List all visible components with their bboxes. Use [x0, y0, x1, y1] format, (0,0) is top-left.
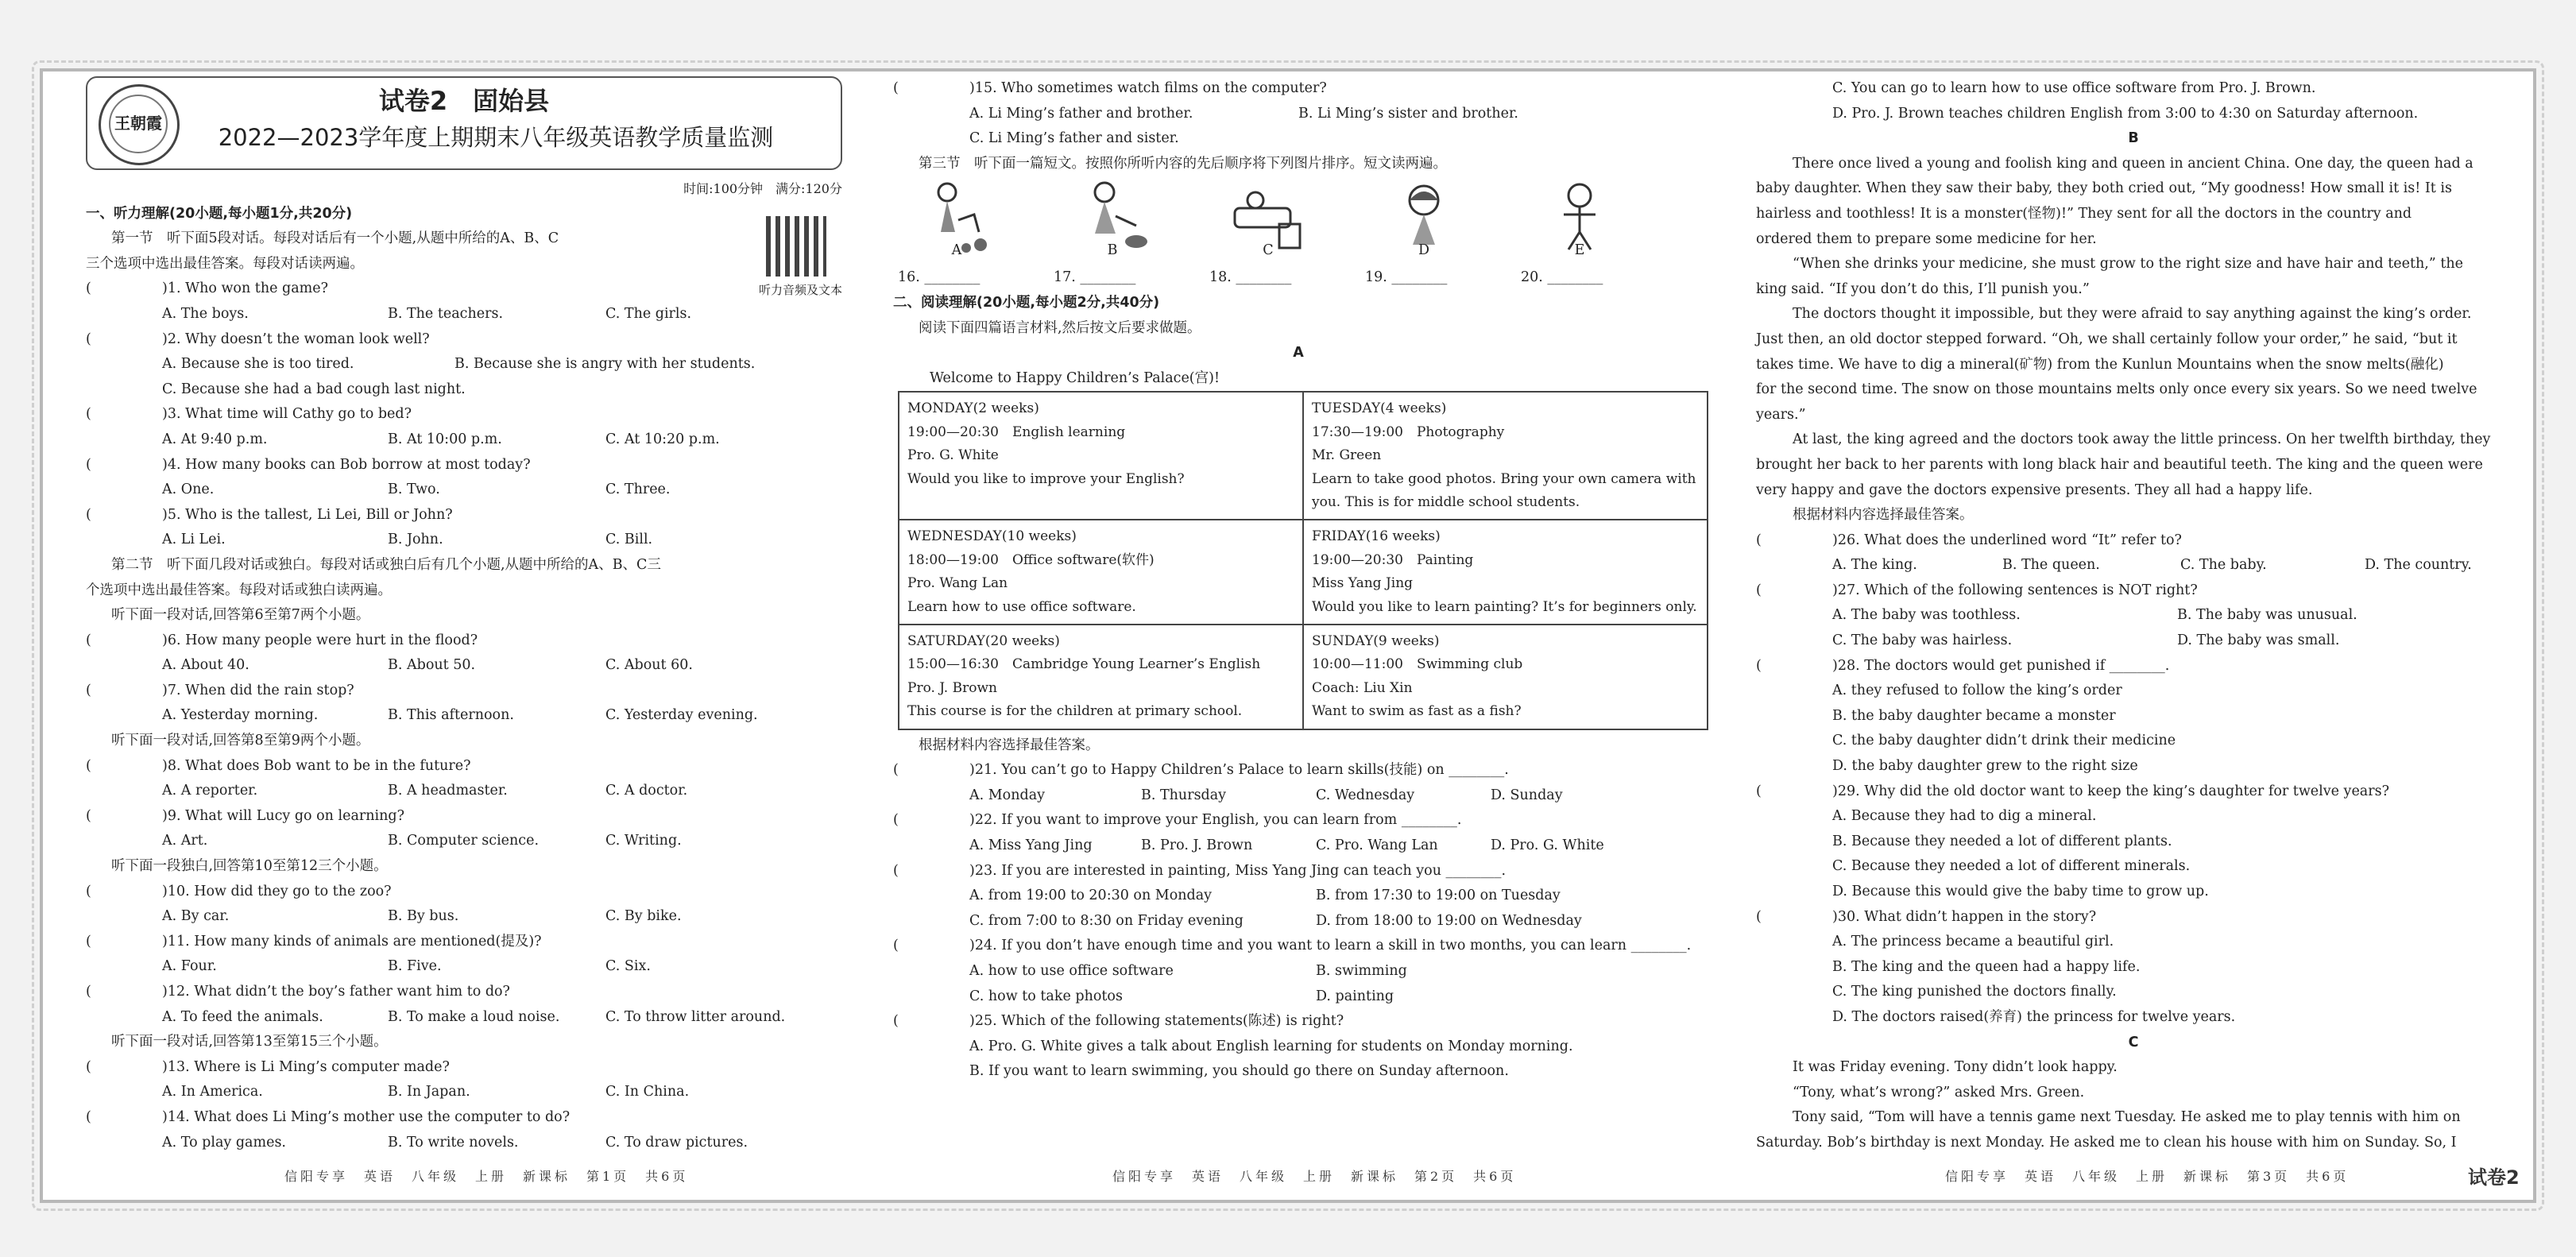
answer-option[interactable]: B. To make a loud noise.	[388, 1008, 560, 1025]
answer-option[interactable]: A. To play games.	[162, 1134, 286, 1151]
question-line	[86, 980, 842, 1005]
passage-c-text	[1756, 1055, 2511, 1155]
note-13-15: 听下面一段对话,回答第13至第15三个小题。	[111, 1034, 388, 1050]
answer-option[interactable]: B. The king and the queen had a happy life.	[1832, 958, 2141, 975]
answer-option[interactable]: C. To throw litter around.	[605, 1008, 786, 1025]
answer-paren[interactable]: (	[1756, 532, 1762, 548]
picture-label-b: B	[1107, 242, 1118, 259]
answer-paren[interactable]: (	[893, 762, 899, 779]
answer-option[interactable]: A. About 40.	[162, 657, 249, 674]
blank-17[interactable]: 17. ________	[1054, 269, 1136, 286]
passage-line: Just then, an old doctor stepped forward. “Oh, we shall certainly follow your order,” he said, “but it	[1756, 331, 2458, 347]
reading-section-title: 二、阅读理解(20小题,每小题2分,共40分)	[893, 294, 1160, 311]
answer-option[interactable]: A. Miss Yang Jing	[969, 837, 1093, 853]
answer-paren[interactable]: (	[893, 938, 899, 954]
answer-option[interactable]: A. Art.	[162, 833, 208, 849]
question-line	[86, 327, 842, 353]
answer-option[interactable]: C. In China.	[605, 1084, 690, 1100]
listening-section-title: 一、听力理解(20小题,每小题1分,共20分)	[86, 205, 353, 222]
answer-option[interactable]: A. One.	[162, 482, 215, 498]
answer-paren[interactable]: (	[86, 406, 91, 423]
answer-paren[interactable]: (	[86, 331, 91, 347]
question-line	[86, 679, 842, 704]
option-row	[86, 427, 842, 453]
option-row	[86, 528, 842, 553]
answer-option[interactable]: A. Li Lei.	[162, 532, 226, 548]
question-line	[86, 503, 842, 528]
answer-paren[interactable]: (	[1756, 783, 1762, 799]
answer-paren[interactable]: (	[893, 812, 899, 829]
question-text: )21. You can’t go to Happy Children’s Palace to learn skills(技能) on ________.	[969, 762, 1509, 779]
answer-option[interactable]: D. The country.	[2365, 557, 2472, 574]
option-row	[893, 959, 1704, 984]
answer-option[interactable]: A. how to use office software	[969, 962, 1174, 979]
question-line	[1756, 654, 2511, 679]
answer-option[interactable]: C. The girls.	[605, 305, 692, 322]
corner-label: 试卷2	[2468, 1166, 2520, 1189]
picture-label-c: C	[1263, 242, 1274, 259]
option-row	[893, 1035, 1704, 1060]
passage-line: for the second time. The snow on those mountains melts only once every six years. So we need twelve	[1756, 381, 2477, 398]
question-line	[893, 934, 1704, 959]
question-text: )13. Where is Li Ming’s computer made?	[162, 1058, 450, 1075]
question-line	[893, 1009, 1704, 1035]
answer-option[interactable]: A. The boys.	[162, 305, 249, 322]
question-15	[893, 76, 1704, 152]
question-line	[86, 277, 842, 302]
answer-paren[interactable]: (	[86, 456, 91, 473]
answer-paren[interactable]: (	[86, 1108, 91, 1125]
question-line	[86, 754, 842, 779]
questions-8-9	[86, 754, 842, 854]
passage-line: hairless and toothless! It is a monster(怪物)!” They sent for all the doctors in the country and	[1756, 205, 2412, 222]
answer-option[interactable]: C. The king punished the doctors finally.	[1832, 984, 2117, 1000]
answer-paren[interactable]: (	[893, 80, 899, 96]
passage-line: Tony said, “Tom will have a tennis game next Tuesday. He asked me to play tennis with him on	[1793, 1109, 2461, 1126]
option-row	[1756, 854, 2511, 880]
answer-option[interactable]: C. how to take photos	[969, 988, 1123, 1004]
answer-option[interactable]: C. Because she had a bad cough last night.	[162, 381, 466, 397]
passage-line: “When she drinks your medicine, she must grow to the right size and have hair and teeth,” the	[1793, 256, 2463, 273]
option-row	[1756, 980, 2511, 1005]
option-row	[1756, 704, 2511, 729]
answer-option[interactable]: C. the baby daughter didn’t drink their medicine	[1832, 733, 2176, 749]
blank-20[interactable]: 20. ________	[1521, 269, 1603, 286]
answer-option[interactable]: A. Yesterday morning.	[162, 707, 319, 724]
answer-option[interactable]: D. painting	[1316, 988, 1394, 1004]
column-3	[1756, 76, 2511, 1156]
answer-paren[interactable]: (	[1756, 908, 1762, 925]
answer-option[interactable]: A. At 9:40 p.m.	[162, 431, 268, 447]
qr-label: 听力音频及文本	[758, 283, 842, 297]
answer-option[interactable]: D. the baby daughter grew to the right size	[1832, 758, 2138, 775]
answer-option[interactable]: B. At 10:00 p.m.	[388, 431, 502, 447]
option-row	[86, 1080, 842, 1105]
passage-line: brought her back to her parents with long black hair and beautiful teeth. The king and the queen were	[1756, 456, 2483, 473]
option-row	[893, 102, 1704, 127]
question-text: )2. Why doesn’t the woman look well?	[162, 331, 430, 347]
question-text: )29. Why did the old doctor want to keep the king’s daughter for twelve years?	[1832, 783, 2389, 799]
option-row	[86, 1131, 842, 1156]
answer-option[interactable]: B. This afternoon.	[388, 707, 514, 724]
answer-option[interactable]: C. Six.	[605, 958, 651, 975]
question-line	[86, 402, 842, 427]
answer-paren[interactable]: (	[86, 933, 91, 950]
questions-10-12	[86, 880, 842, 1031]
answer-option[interactable]: C. At 10:20 p.m.	[605, 431, 720, 447]
questions-21-25	[893, 758, 1704, 1085]
question-text: )7. When did the rain stop?	[162, 682, 354, 698]
schedule-row	[899, 392, 1708, 520]
passage-line: very happy and gave the doctors expensive presents. They all had a happy life.	[1756, 482, 2313, 498]
answer-option[interactable]: C. The baby was hairless.	[1832, 632, 2013, 649]
answer-paren[interactable]: (	[893, 862, 899, 879]
option-row	[86, 478, 842, 503]
question-line	[86, 880, 842, 905]
answer-paren[interactable]: (	[86, 1058, 91, 1075]
answer-option[interactable]: C. Wednesday	[1316, 787, 1415, 803]
question-text: )4. How many books can Bob borrow at most today?	[162, 456, 531, 473]
question-text: )6. How many people were hurt in the flood?	[162, 632, 478, 648]
answer-option[interactable]: B. Thursday	[1141, 787, 1227, 803]
passage-line: It was Friday evening. Tony didn’t look happy.	[1793, 1059, 2118, 1076]
answer-option[interactable]: C. Because they needed a lot of different minerals.	[1832, 858, 2191, 875]
answer-option[interactable]: B. To write novels.	[388, 1134, 519, 1151]
option-row	[86, 904, 842, 930]
option-row	[1756, 679, 2511, 704]
question-text: )22. If you want to improve your English, you can learn from ________.	[969, 812, 1462, 829]
answer-option[interactable]: B. In Japan.	[388, 1084, 470, 1100]
answer-option[interactable]: C. By bike.	[605, 908, 682, 925]
questions-26-30	[1756, 528, 2511, 1031]
option-row	[893, 783, 1704, 809]
answer-paren[interactable]: (	[86, 984, 91, 1000]
exam-meta: 时间:100分钟 满分:120分	[683, 181, 842, 196]
answer-option[interactable]: B. The queen.	[2002, 557, 2100, 574]
questions-13-14	[86, 1055, 842, 1155]
passage-c-label: C	[2128, 1034, 2139, 1050]
option-row	[893, 884, 1704, 909]
answer-option[interactable]: A. Because they had to dig a mineral.	[1832, 808, 2097, 825]
option-row	[1756, 955, 2511, 980]
option-row	[86, 1005, 842, 1031]
answer-option[interactable]: C. The baby.	[2180, 557, 2267, 574]
picture-row	[893, 176, 1704, 265]
schedule-row	[899, 520, 1708, 625]
option-row	[1756, 1005, 2511, 1031]
question-line	[86, 1055, 842, 1081]
question-text: )23. If you are interested in painting, Miss Yang Jing can teach you ________.	[969, 862, 1507, 879]
question-text: )28. The doctors would get punished if ________.	[1832, 657, 2170, 674]
answer-paren[interactable]: (	[86, 506, 91, 523]
option-row	[86, 302, 842, 327]
answer-option[interactable]: A. they refused to follow the king’s order	[1832, 683, 2122, 699]
question-text: )10. How did they go to the zoo?	[162, 883, 392, 899]
question-text: )11. How many kinds of animals are mentioned(提及)?	[162, 933, 542, 950]
answer-option[interactable]: C. Yesterday evening.	[605, 707, 758, 724]
passage-line: years.”	[1756, 406, 1806, 423]
answer-option[interactable]: B. the baby daughter became a monster	[1832, 707, 2116, 724]
questions-1-5	[86, 277, 842, 553]
option-row	[1756, 754, 2511, 779]
passage-line: ordered them to prepare some medicine for her.	[1756, 230, 2097, 247]
option-row	[86, 352, 842, 377]
question-text: )24. If you don’t have enough time and you want to learn a skill in two months, you can learn ________.	[969, 938, 1692, 954]
answer-option[interactable]: C. A doctor.	[605, 783, 688, 799]
option-row	[893, 984, 1704, 1010]
answer-paren[interactable]: (	[86, 807, 91, 824]
answer-option[interactable]: B. Because she is angry with her students.	[454, 356, 756, 373]
picture-label-e: E	[1574, 242, 1585, 259]
passage-a-label: A	[1293, 345, 1304, 362]
question-25-continued	[1756, 76, 2511, 126]
question-line	[86, 453, 842, 478]
footer-page-1: 信阳专享 英语 八年级 上册 新课标 第1页 共6页	[284, 1169, 689, 1184]
answer-option[interactable]: C. from 7:00 to 8:30 on Friday evening	[969, 912, 1244, 929]
answer-blanks-16-20	[893, 265, 1704, 291]
answer-option[interactable]: B. John.	[388, 532, 443, 548]
footer-page-2: 信阳专享 英语 八年级 上册 新课标 第2页 共6页	[1112, 1169, 1517, 1184]
note-6-7: 听下面一段对话,回答第6至第7两个小题。	[111, 607, 370, 624]
column-2	[893, 76, 1704, 1085]
schedule-cell-wednesday: WEDNESDAY(10 weeks) 18:00—19:00 Office software(软件) Pro. Wang Lan Learn how to use office software.	[899, 520, 1303, 625]
question-text: )9. What will Lucy go on learning?	[162, 807, 404, 824]
answer-option[interactable]: A. The princess became a beautiful girl.	[1832, 934, 2114, 950]
question-text: )8. What does Bob want to be in the future?	[162, 757, 471, 774]
blank-19[interactable]: 19. ________	[1365, 269, 1448, 286]
option-row	[86, 703, 842, 729]
question-line	[86, 1105, 842, 1131]
option-row	[86, 954, 842, 980]
question-text: )30. What didn’t happen in the story?	[1832, 908, 2097, 925]
answer-option[interactable]: D. Pro. J. Brown teaches children English from 3:00 to 4:30 on Saturday afternoon.	[1832, 105, 2419, 122]
answer-option[interactable]: C. To draw pictures.	[605, 1134, 748, 1151]
answer-option[interactable]: C. Three.	[605, 482, 671, 498]
question-text: )27. Which of the following sentences is NOT right?	[1832, 582, 2198, 598]
blank-16[interactable]: 16. ________	[898, 269, 981, 286]
answer-option[interactable]: A. Because she is too tired.	[162, 356, 354, 373]
question-line	[893, 859, 1704, 884]
option-row	[1756, 628, 2511, 654]
option-row	[1756, 930, 2511, 955]
option-row	[86, 829, 842, 854]
question-text: )12. What didn’t the boy’s father want him to do?	[162, 984, 510, 1000]
passage-line: At last, the king agreed and the doctors took away the little princess. On her twelfth birthday, they	[1793, 431, 2491, 448]
footer-page-3: 信阳专享 英语 八年级 上册 新课标 第3页 共6页	[1945, 1169, 2350, 1184]
passage-line: Saturday. Bob’s birthday is next Monday. He asked me to clean his house with him on Sunday. So, I	[1756, 1134, 2457, 1151]
answer-option[interactable]: A. By car.	[162, 908, 230, 925]
answer-option[interactable]: A. Li Ming’s father and brother.	[969, 105, 1193, 122]
answer-option[interactable]: C. About 60.	[605, 657, 693, 674]
answer-option[interactable]: C. Writing.	[605, 833, 682, 849]
question-line	[86, 628, 842, 654]
welcome-line: Welcome to Happy Children’s Palace(宫)!	[930, 369, 1220, 386]
schedule-cell-saturday: SATURDAY(20 weeks) 15:00—16:30 Cambridge Young Learner’s English Pro. J. Brown This course is for the children at primary school.	[899, 625, 1303, 729]
answer-option[interactable]: C. Li Ming’s father and sister.	[969, 130, 1179, 147]
question-text: )14. What does Li Ming’s mother use the computer to do?	[162, 1108, 571, 1125]
question-text: )15. Who sometimes watch films on the computer?	[969, 80, 1327, 96]
answer-paren[interactable]: (	[1756, 582, 1762, 598]
answer-option[interactable]: B. The teachers.	[388, 305, 504, 322]
answer-option[interactable]: B. Li Ming’s sister and brother.	[1298, 105, 1518, 122]
answer-option[interactable]: B. Pro. J. Brown	[1141, 837, 1253, 853]
exam-title: 试卷2 固始县	[378, 86, 550, 116]
question-line	[1756, 578, 2511, 604]
passage-line: takes time. We have to dig a mineral(矿物) from the Kunlun Mountains when the snow melts(融化)	[1756, 356, 2444, 373]
answer-option[interactable]: D. Because this would give the baby time to grow up.	[1832, 884, 2209, 899]
option-row	[86, 653, 842, 679]
picture-label-a: A	[951, 242, 962, 259]
option-row	[1756, 804, 2511, 830]
passage-b-text	[1756, 152, 2511, 503]
note-8-9: 听下面一段对话,回答第8至第9两个小题。	[111, 733, 370, 749]
answer-option[interactable]: B. Two.	[388, 482, 440, 498]
answer-paren[interactable]: (	[86, 883, 91, 899]
answer-option[interactable]: C. Bill.	[605, 532, 653, 548]
schedule-cell-sunday: SUNDAY(9 weeks) 10:00—11:00 Swimming club Coach: Liu Xin Want to swim as fast as a fish?	[1303, 625, 1708, 729]
option-row	[1756, 553, 2511, 578]
passage-line: “Tony, what’s wrong?” asked Mrs. Green.	[1793, 1084, 2085, 1100]
option-row	[893, 126, 1704, 152]
option-row	[1756, 102, 2511, 127]
schedule-cell-monday: MONDAY(2 weeks) 19:00—20:30 English learning Pro. G. White Would you like to improve your English?	[899, 392, 1303, 520]
question-text: )1. Who won the game?	[162, 280, 328, 297]
answer-paren[interactable]: (	[86, 757, 91, 774]
answer-option[interactable]: A. from 19:00 to 20:30 on Monday	[969, 888, 1213, 904]
part3-intro: 第三节 听下面一篇短文。按照你所听内容的先后顺序将下列图片排序。短文读两遍。	[919, 155, 1447, 172]
option-row	[1756, 603, 2511, 628]
answer-paren[interactable]: (	[1756, 657, 1762, 674]
part1-intro-line: 三个选项中选出最佳答案。每段对话读两遍。	[86, 255, 364, 272]
schedule-table	[898, 391, 1708, 729]
passage-line: king said. “If you don’t do this, I’ll punish you.”	[1756, 280, 2090, 297]
answer-option[interactable]: B. Computer science.	[388, 833, 540, 849]
reading-intro: 阅读下面四篇语言材料,然后按文后要求做题。	[919, 319, 1201, 336]
question-text: )26. What does the underlined word “It” refer to?	[1832, 532, 2182, 548]
answer-paren[interactable]: (	[86, 682, 91, 698]
answer-option[interactable]: A. Monday	[969, 787, 1046, 803]
blank-18[interactable]: 18. ________	[1209, 269, 1292, 286]
question-line	[893, 758, 1704, 783]
answer-option[interactable]: A. Four.	[162, 958, 217, 975]
answer-option[interactable]: A. To feed the animals.	[162, 1008, 323, 1025]
passage-line: There once lived a young and foolish king and queen in ancient China. One day, the queen had a	[1793, 155, 2474, 172]
questions-6-7	[86, 628, 842, 729]
passage-line: The doctors thought it impossible, but they were afraid to say anything against the king’s order.	[1793, 306, 2472, 323]
logo-seal: 王朝霞	[109, 95, 168, 153]
option-row	[893, 909, 1704, 934]
option-row	[1756, 880, 2511, 905]
answer-option[interactable]: D. Pro. G. White	[1491, 837, 1604, 853]
answer-paren[interactable]: (	[893, 1013, 899, 1030]
answer-option[interactable]: A. A reporter.	[162, 783, 258, 799]
exam-subtitle: 2022—2023学年度上期期末八年级英语教学质量监测	[218, 124, 774, 151]
question-line	[86, 930, 842, 955]
option-row	[86, 779, 842, 804]
question-line	[86, 804, 842, 830]
answer-option[interactable]: C. You can go to learn how to use office software from Pro. J. Brown.	[1832, 80, 2316, 96]
option-row	[1756, 729, 2511, 754]
option-row	[1756, 830, 2511, 855]
answer-option[interactable]: D. from 18:00 to 19:00 on Wednesday	[1316, 912, 1582, 929]
answer-option[interactable]: D. The doctors raised(养育) the princess for twelve years.	[1832, 1008, 2236, 1025]
answer-paren[interactable]: (	[86, 632, 91, 648]
question-text: )5. Who is the tallest, Li Lei, Bill or John?	[162, 506, 453, 523]
question-text: )3. What time will Cathy go to bed?	[162, 406, 412, 423]
question-line	[893, 808, 1704, 833]
answer-option[interactable]: D. The baby was small.	[2177, 632, 2340, 649]
answer-option[interactable]: C. Pro. Wang Lan	[1316, 837, 1438, 853]
column-1	[86, 76, 842, 1155]
schedule-row	[899, 625, 1708, 729]
schedule-cell-tuesday: TUESDAY(4 weeks) 17:30—19:00 Photography Mr. Green Learn to take good photos. Bring your own camera with you. This is for middle school students.	[1303, 392, 1708, 520]
part1-intro-line: 第一节 听下面5段对话。每段对话后有一个小题,从题中所给的A、B、C	[111, 230, 559, 247]
passage-b-instruction: 根据材料内容选择最佳答案。	[1793, 507, 1974, 524]
answer-option[interactable]: A. The king.	[1832, 557, 1917, 574]
question-line	[1756, 528, 2511, 554]
answer-option[interactable]: B. swimming	[1316, 962, 1407, 979]
passage-line: baby daughter. When they saw their baby, they both cried out, “My goodness! How small it is! It is	[1756, 180, 2452, 197]
part2-intro-line: 第二节 听下面几段对话或独白。每段对话或独白后有几个小题,从题中所给的A、B、C三	[111, 556, 661, 573]
option-row	[893, 833, 1704, 859]
answer-option[interactable]: A. Pro. G. White gives a talk about English learning for students on Monday morning.	[969, 1038, 1573, 1054]
answer-option[interactable]: B. from 17:30 to 19:00 on Tuesday	[1316, 888, 1561, 904]
option-row	[893, 1059, 1704, 1085]
question-line	[1756, 779, 2511, 805]
schedule-cell-friday: FRIDAY(16 weeks) 19:00—20:30 Painting Miss Yang Jing Would you like to learn painting? It’s for beginners only.	[1303, 520, 1708, 625]
option-row	[86, 377, 842, 403]
answer-option[interactable]: D. Sunday	[1491, 787, 1563, 803]
answer-option[interactable]: A. In America.	[162, 1084, 263, 1100]
passage-a-instruction: 根据材料内容选择最佳答案。	[919, 737, 1100, 753]
option-row	[1756, 76, 2511, 102]
question-line	[893, 76, 1704, 102]
question-line	[1756, 905, 2511, 930]
question-text: )25. Which of the following statements(陈述) is right?	[969, 1013, 1344, 1030]
part2-intro-line: 个选项中选出最佳答案。每段对话或独白读两遍。	[86, 582, 392, 598]
note-10-12: 听下面一段独白,回答第10至第12三个小题。	[111, 858, 388, 875]
picture-label-d: D	[1418, 242, 1430, 259]
answer-option[interactable]: A. The baby was toothless.	[1832, 607, 2021, 624]
answer-option[interactable]: B. About 50.	[388, 657, 476, 674]
answer-option[interactable]: B. By bus.	[388, 908, 459, 925]
answer-option[interactable]: B. Because they needed a lot of different plants.	[1832, 833, 2172, 849]
passage-b-label: B	[2128, 130, 2139, 147]
title-box	[86, 76, 842, 170]
answer-option[interactable]: B. If you want to learn swimming, you should go there on Sunday afternoon.	[969, 1063, 1509, 1080]
answer-option[interactable]: B. The baby was unusual.	[2177, 607, 2357, 624]
answer-option[interactable]: B. A headmaster.	[388, 783, 508, 799]
answer-option[interactable]: B. Five.	[388, 958, 442, 975]
answer-paren[interactable]: (	[86, 280, 91, 297]
